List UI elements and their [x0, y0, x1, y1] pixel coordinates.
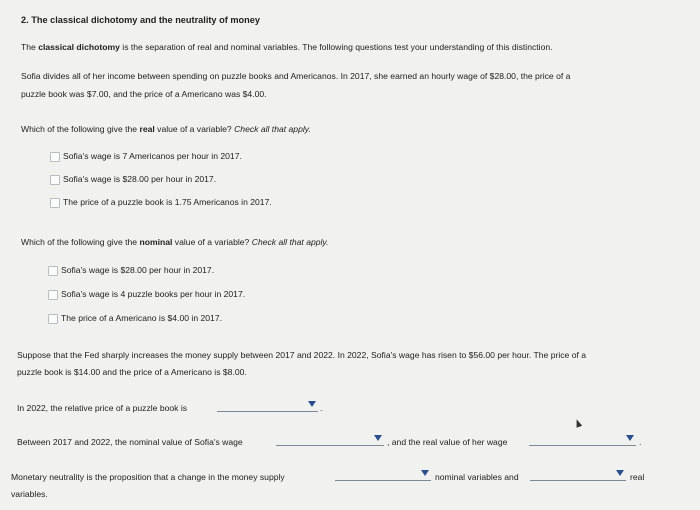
dropdown-arrow-icon [421, 470, 429, 476]
mouse-cursor-icon [574, 418, 582, 428]
nominal-wage-dropdown[interactable] [276, 434, 384, 448]
neutrality-real-label: real [630, 472, 645, 482]
dropdown-arrow-icon [308, 401, 316, 407]
real-wage-period: . [639, 437, 642, 447]
dropdown-underline [530, 480, 626, 481]
q2-option-3-label[interactable]: The price of a Americano is $4.00 in 2017. [61, 313, 222, 323]
q2-option-1-label[interactable]: Sofia's wage is $28.00 per hour in 2017. [61, 265, 215, 275]
q1-option-1-checkbox[interactable] [50, 152, 60, 162]
dropdown-underline [217, 411, 318, 412]
q2-prompt: Which of the following give the nominal value of a variable? Check all that apply. [21, 237, 329, 247]
relative-price-dropdown[interactable] [217, 400, 318, 414]
fed-line-2: puzzle book is $14.00 and the price of a Americano is $8.00. [17, 367, 247, 377]
dropdown-underline [529, 445, 636, 446]
question-heading: 2. The classical dichotomy and the neutrality of money [21, 15, 260, 25]
q2-option-2-checkbox[interactable] [48, 290, 58, 300]
q1-option-3-checkbox[interactable] [50, 198, 60, 208]
fed-line-1: Suppose that the Fed sharply increases the money supply between 2017 and 2022. In 2022, Sofia's wage has risen to $56.00 per hour. The price of a [17, 350, 587, 360]
q2-option-1-checkbox[interactable] [48, 266, 58, 276]
relative-price-period: . [320, 403, 323, 413]
dropdown-arrow-icon [616, 470, 624, 476]
nominal-wage-text: Between 2017 and 2022, the nominal value of Sofia's wage [17, 437, 243, 447]
neutrality-real-dropdown[interactable] [530, 469, 626, 483]
dropdown-underline [276, 445, 384, 446]
q2-option-2-label[interactable]: Sofia's wage is 4 puzzle books per hour in 2017. [61, 289, 246, 299]
q1-option-2-label[interactable]: Sofia's wage is $28.00 per hour in 2017. [63, 174, 217, 184]
relative-price-text: In 2022, the relative price of a puzzle book is [17, 403, 188, 413]
q1-option-1-label[interactable]: Sofia's wage is 7 Americanos per hour in 2017. [63, 151, 242, 161]
scenario-line-1: Sofia divides all of her income between spending on puzzle books and Americanos. In 2017, she earned an hourly wage of $28.00, the price of a [21, 71, 571, 81]
real-wage-dropdown[interactable] [529, 434, 636, 448]
neutrality-nominal-dropdown[interactable] [335, 469, 431, 483]
scenario-line-2: puzzle book was $7.00, and the price of a Americano was $4.00. [21, 89, 267, 99]
neutrality-nominal-label: nominal variables and [435, 472, 519, 482]
dropdown-arrow-icon [374, 435, 382, 441]
dropdown-arrow-icon [626, 435, 634, 441]
q2-option-3-checkbox[interactable] [48, 314, 58, 324]
q1-option-3-label[interactable]: The price of a puzzle book is 1.75 Americanos in 2017. [63, 197, 272, 207]
intro-text: The classical dichotomy is the separation of real and nominal variables. The following questions test your understanding of this distinction. [21, 42, 553, 52]
real-wage-text: , and the real value of her wage [387, 437, 508, 447]
dropdown-underline [335, 480, 431, 481]
neutrality-line-2: variables. [11, 489, 48, 499]
neutrality-text: Monetary neutrality is the proposition that a change in the money supply [11, 472, 285, 482]
q1-prompt: Which of the following give the real value of a variable? Check all that apply. [21, 124, 311, 134]
q1-option-2-checkbox[interactable] [50, 175, 60, 185]
